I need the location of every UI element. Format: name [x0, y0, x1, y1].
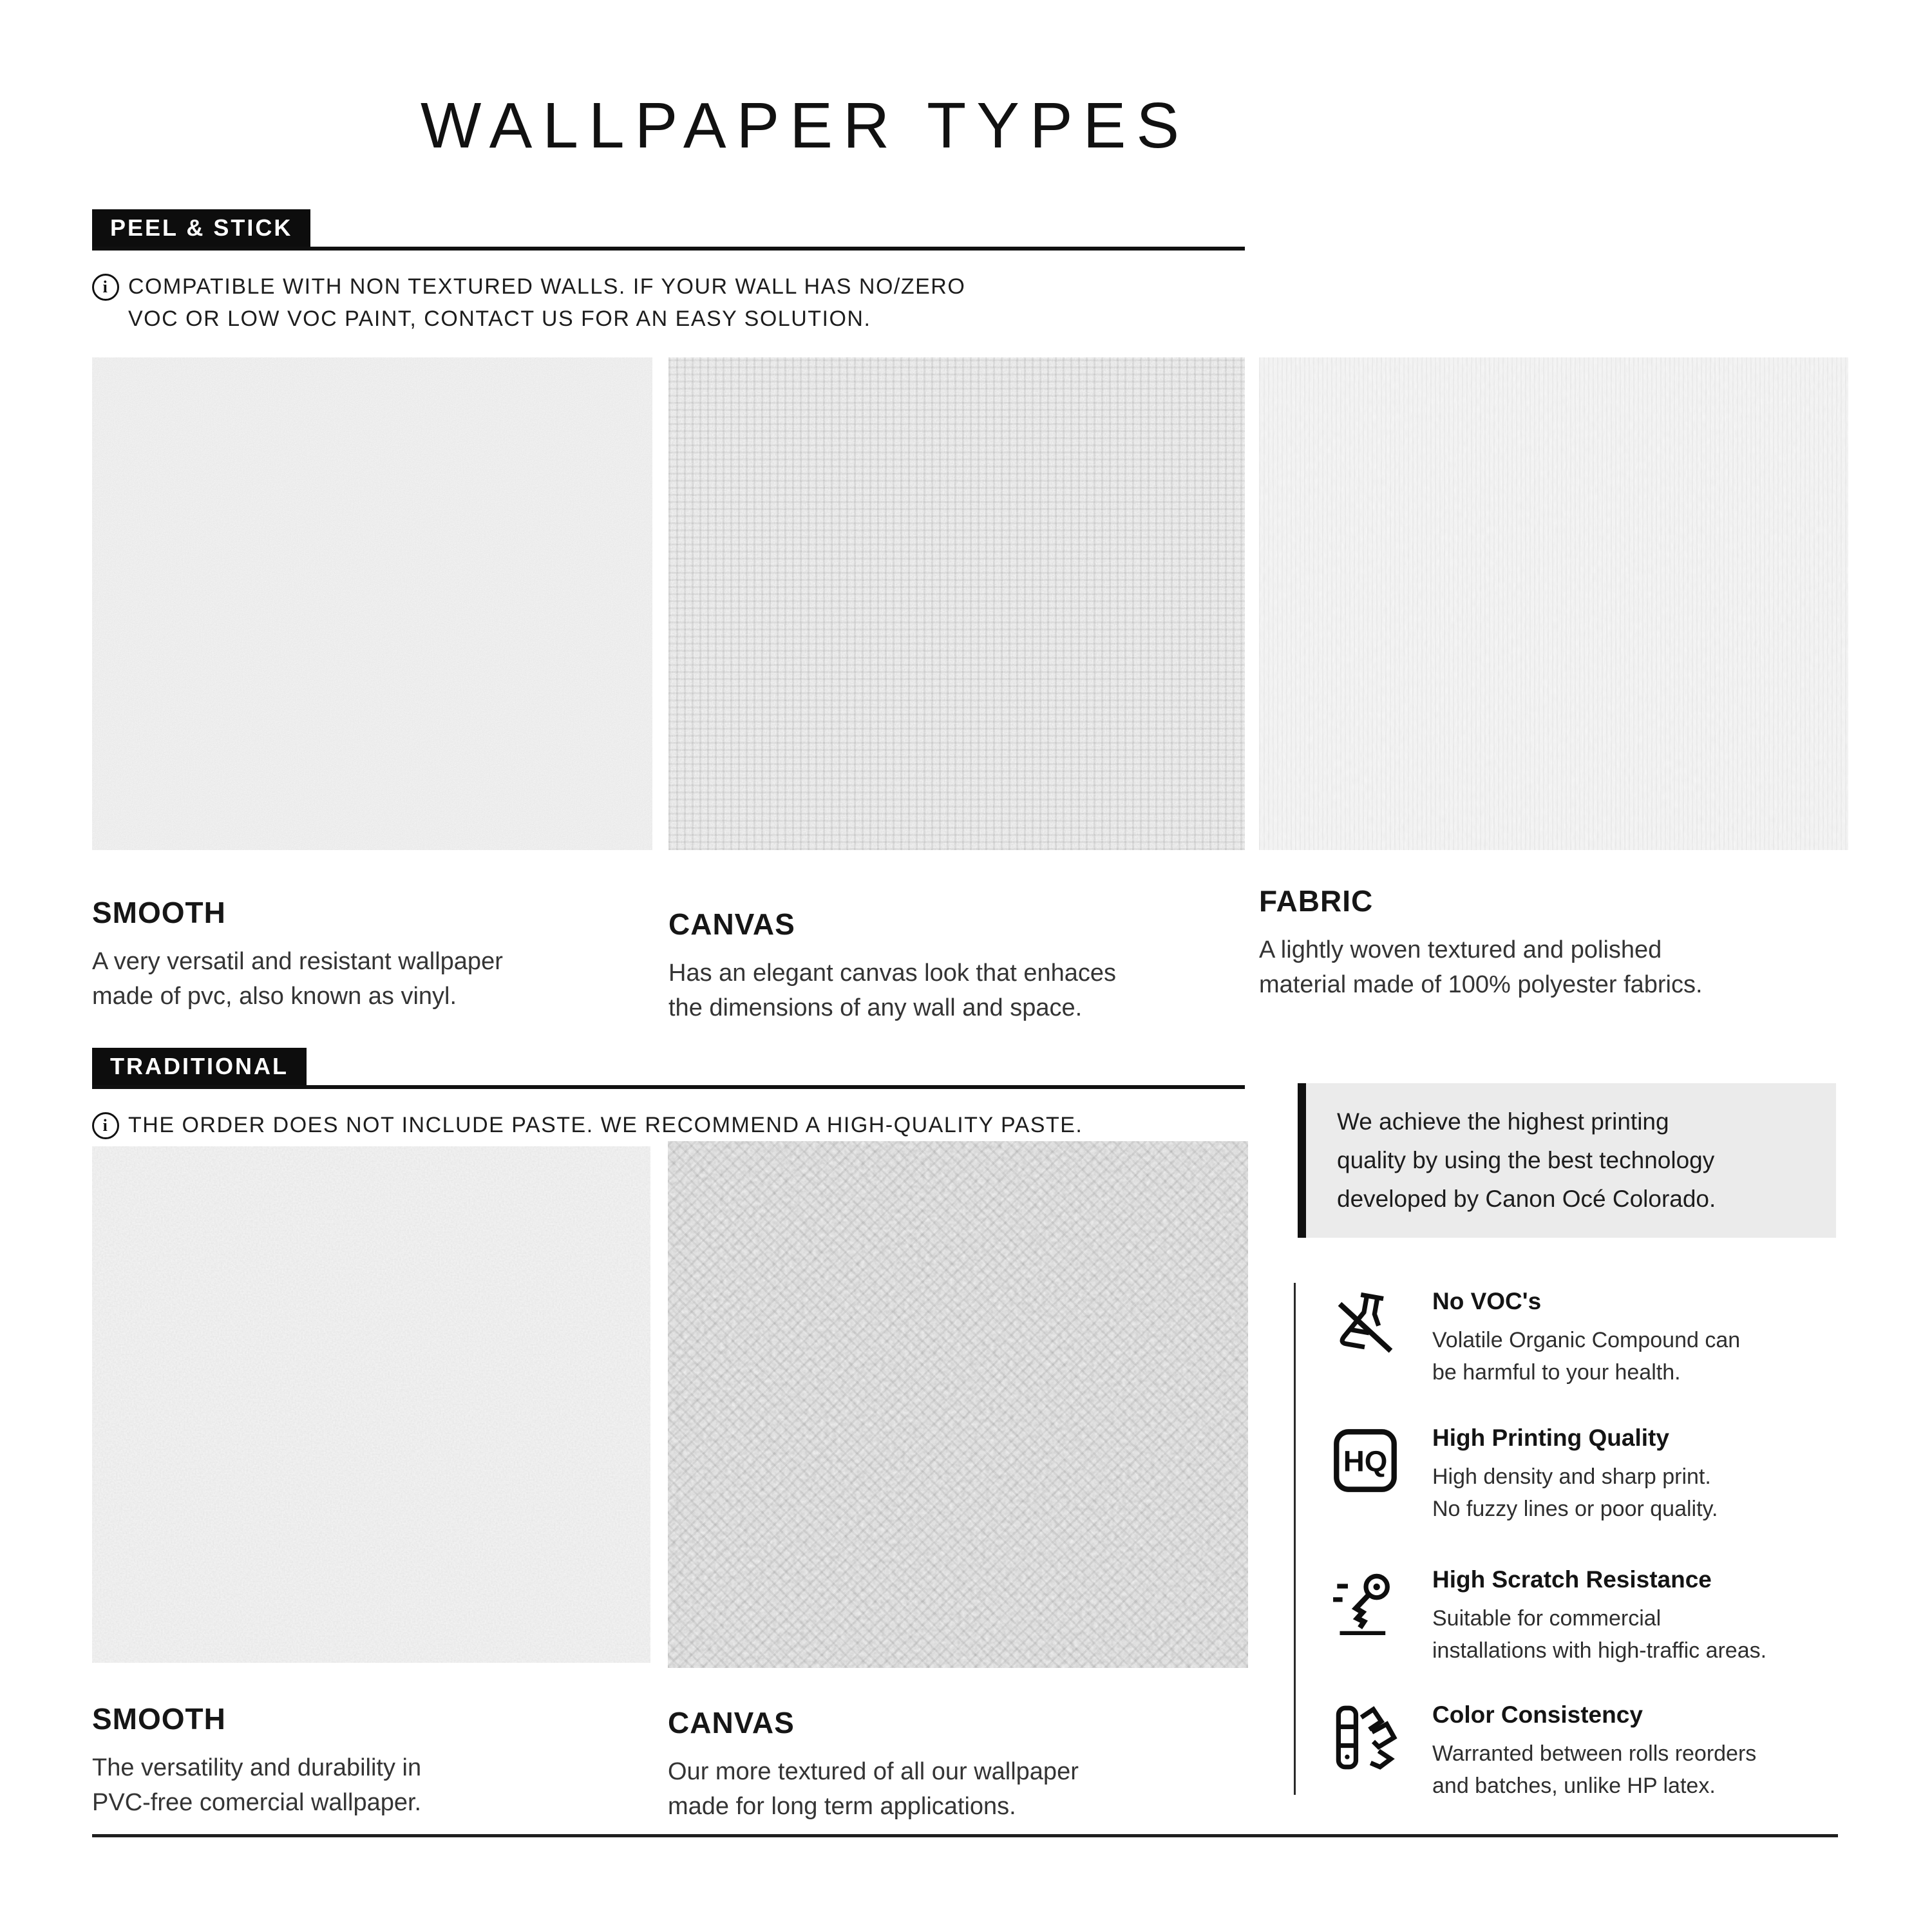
note-traditional-text — [128, 1109, 1083, 1141]
quality-note-line: developed by Canon Océ Colorado. — [1337, 1186, 1716, 1212]
swatch-traditional-smooth — [92, 1146, 650, 1663]
section-label-peel-stick: PEEL & STICK — [92, 209, 310, 247]
caption-peel-canvas — [668, 907, 1145, 1025]
swatch-description: The versatility and durability in PVC-free comercial wallpaper. — [92, 1754, 422, 1816]
feature-description-line: and batches, unlike HP latex. — [1432, 1774, 1716, 1798]
feature-title: Color Consistency — [1432, 1701, 1643, 1728]
feature-description-line: Suitable for commercial — [1432, 1606, 1662, 1631]
printing-quality-note — [1298, 1083, 1836, 1238]
quality-note-line: We achieve the highest printing — [1337, 1108, 1669, 1135]
swatch-peel-fabric — [1259, 357, 1848, 850]
scratch-key-icon — [1315, 1566, 1405, 1636]
page-title: WALLPAPER TYPES — [420, 90, 1190, 162]
feature-text — [1405, 1425, 1869, 1525]
feature-text — [1405, 1566, 1869, 1667]
no-voc-flask-icon — [1315, 1288, 1405, 1358]
feature-description-line: installations with high-traffic areas. — [1432, 1638, 1767, 1663]
note-peel-stick — [92, 270, 965, 335]
color-swatches-icon — [1315, 1701, 1405, 1771]
swatch-description: A very versatil and resistant wallpaper made of pvc, also known as vinyl. — [92, 948, 503, 1010]
feature-description-line: Volatile Organic Compound can — [1432, 1328, 1741, 1352]
feature-no-vocs — [1315, 1288, 1869, 1388]
caption-peel-smooth — [92, 895, 556, 1014]
feature-title: No VOC's — [1432, 1288, 1542, 1314]
feature-color-consistency — [1315, 1701, 1869, 1802]
swatch-peel-smooth — [92, 357, 652, 850]
note-peel-stick-text — [128, 270, 965, 335]
feature-high-printing-quality — [1315, 1425, 1869, 1525]
note-line: COMPATIBLE WITH NON TEXTURED WALLS. IF YOUR WALL HAS NO/ZERO — [128, 274, 966, 299]
swatch-traditional-canvas — [668, 1141, 1248, 1668]
feature-text — [1405, 1288, 1869, 1388]
note-line: VOC OR LOW VOC PAINT, CONTACT US FOR AN EASY SOLUTION. — [128, 307, 871, 331]
swatch-title: CANVAS — [668, 907, 795, 941]
hq-badge-icon — [1315, 1425, 1405, 1494]
feature-title: High Printing Quality — [1432, 1425, 1669, 1451]
bottom-divider-line — [92, 1834, 1838, 1837]
features-divider-line — [1294, 1283, 1296, 1795]
quality-note-line: quality by using the best technology — [1337, 1147, 1715, 1173]
caption-peel-fabric — [1259, 884, 1748, 1002]
feature-description-line: High density and sharp print. — [1432, 1464, 1711, 1489]
section-header-peel-stick — [92, 209, 1245, 251]
swatch-description: Our more textured of all our wallpaper made for long term applications. — [668, 1758, 1079, 1820]
caption-traditional-canvas — [668, 1705, 1125, 1824]
feature-title: High Scratch Resistance — [1432, 1566, 1712, 1593]
swatch-title: SMOOTH — [92, 1702, 226, 1736]
info-icon: i — [92, 1112, 119, 1139]
note-traditional — [92, 1109, 1083, 1141]
swatch-description: Has an elegant canvas look that enhaces the dimensions of any wall and space. — [668, 960, 1117, 1021]
feature-text — [1405, 1701, 1869, 1802]
info-icon: i — [92, 274, 119, 301]
section-label-traditional: TRADITIONAL — [92, 1048, 307, 1085]
swatch-title: SMOOTH — [92, 896, 226, 929]
note-line: THE ORDER DOES NOT INCLUDE PASTE. WE RECOMMEND A HIGH-QUALITY PASTE. — [128, 1113, 1083, 1137]
feature-high-scratch-resistance — [1315, 1566, 1869, 1667]
swatch-title: FABRIC — [1259, 884, 1374, 918]
feature-description-line: Warranted between rolls reorders — [1432, 1741, 1757, 1766]
svg-text:HQ: HQ — [1343, 1444, 1388, 1478]
swatch-peel-canvas — [668, 357, 1245, 850]
feature-description-line: No fuzzy lines or poor quality. — [1432, 1497, 1718, 1521]
feature-description-line: be harmful to your health. — [1432, 1360, 1681, 1385]
swatch-title: CANVAS — [668, 1706, 795, 1739]
section-header-traditional — [92, 1048, 1245, 1089]
swatch-description: A lightly woven textured and polished material made of 100% polyester fabrics. — [1259, 936, 1703, 998]
caption-traditional-smooth — [92, 1701, 478, 1820]
